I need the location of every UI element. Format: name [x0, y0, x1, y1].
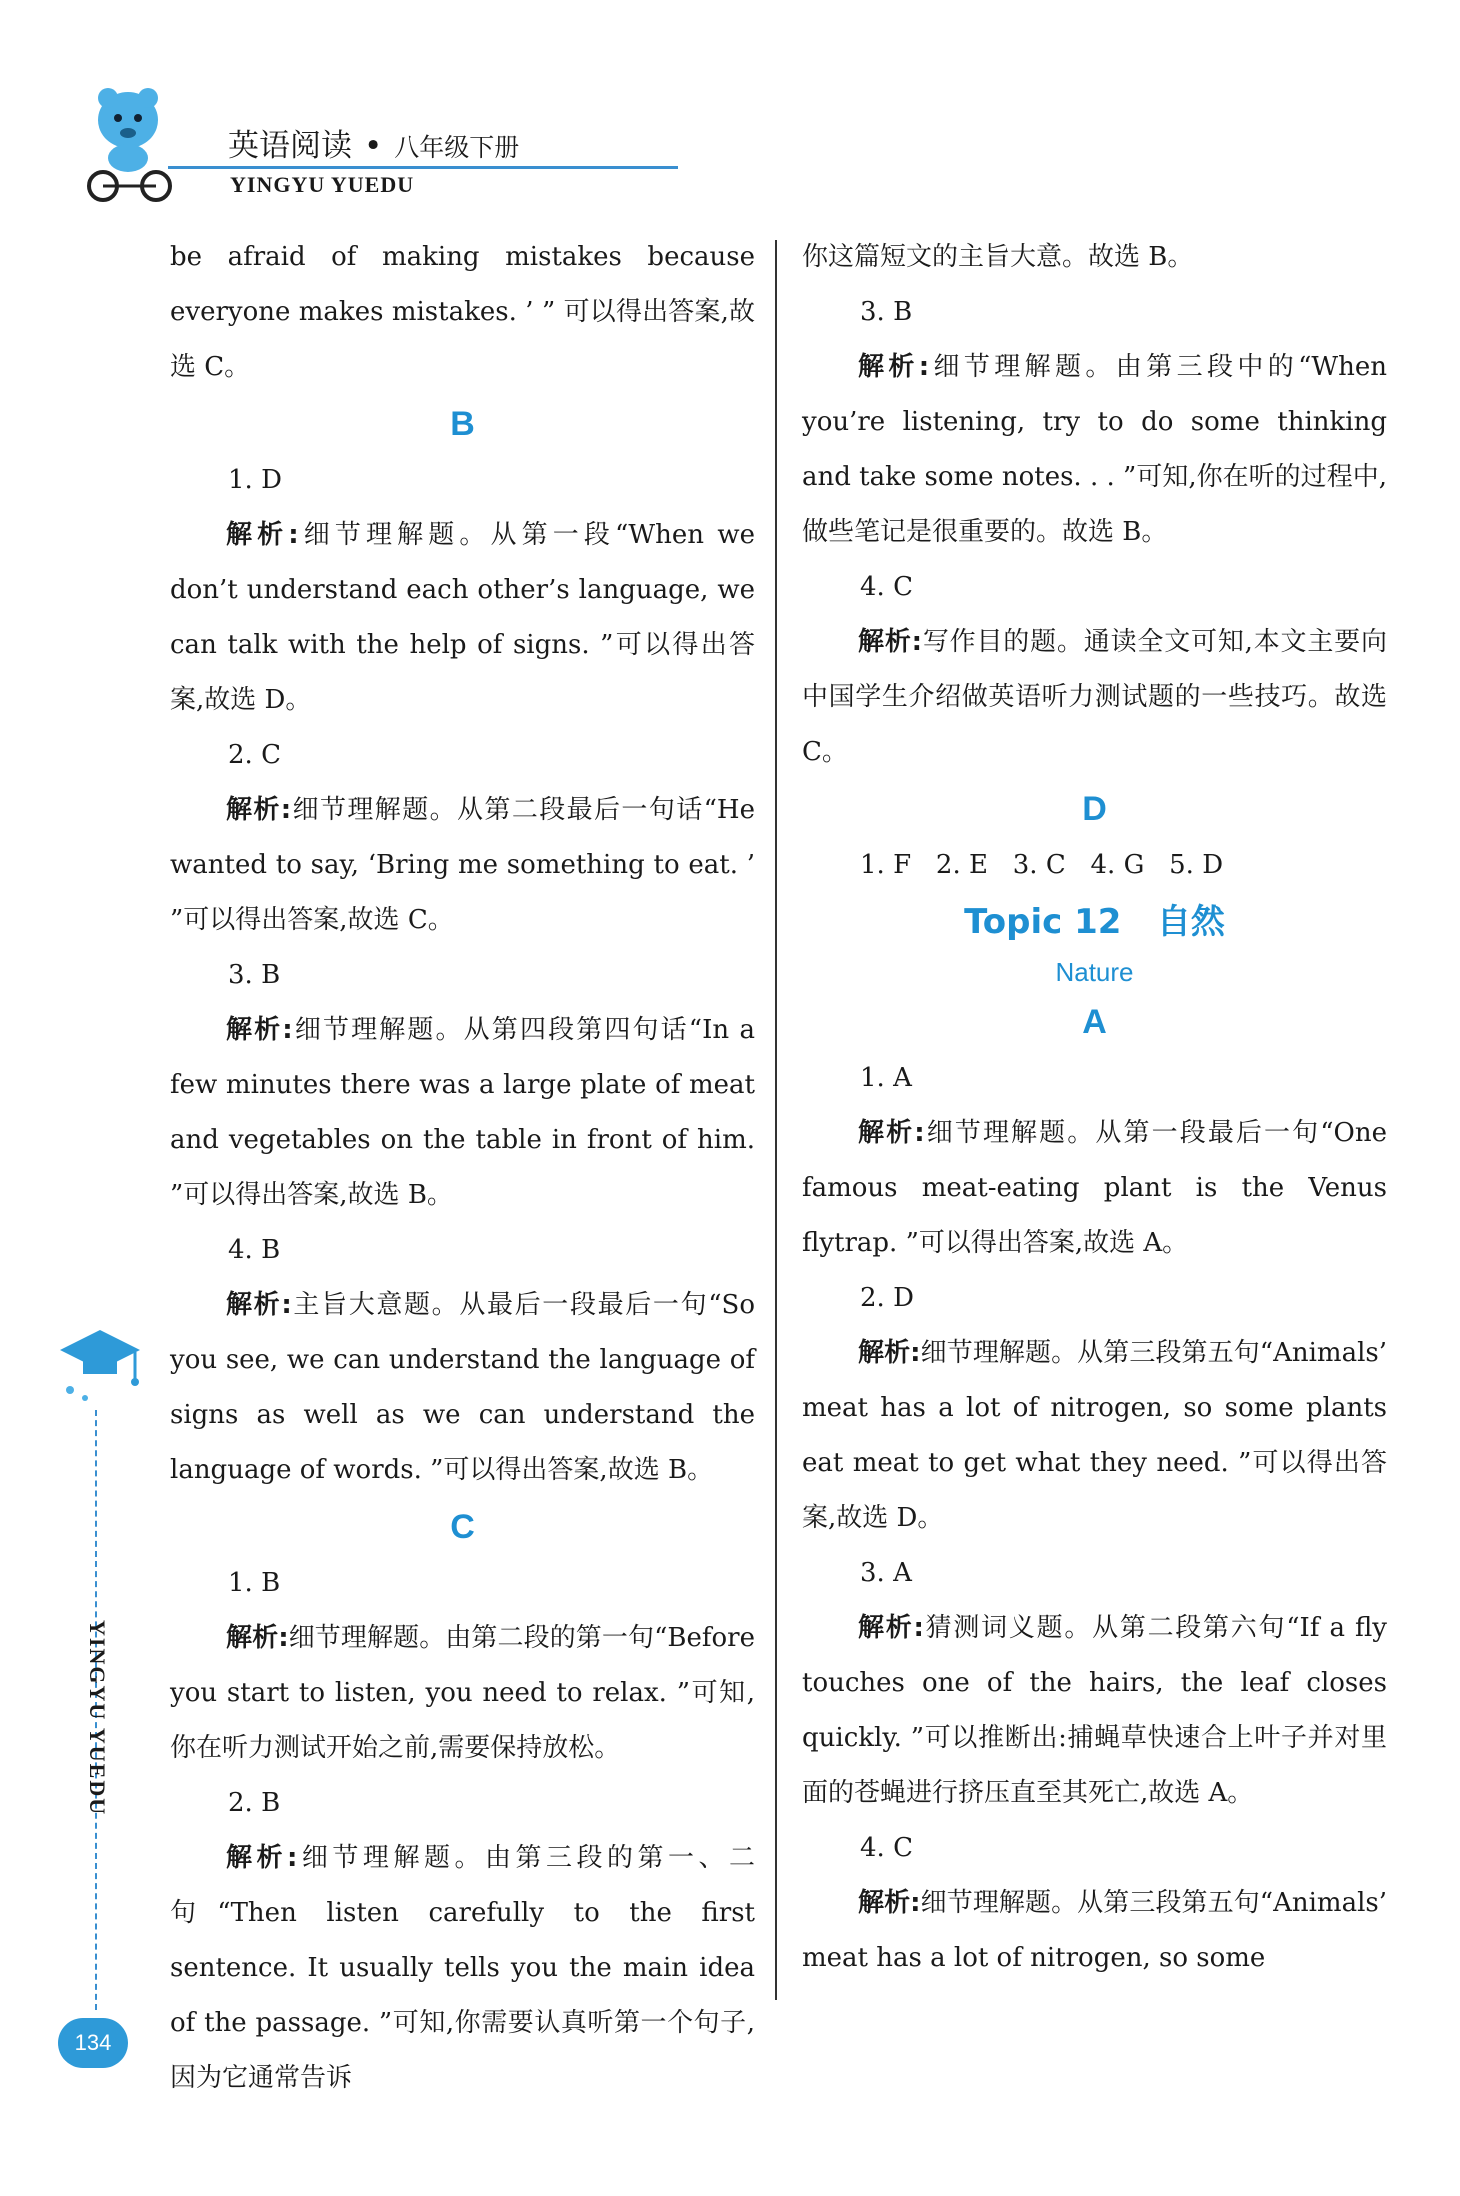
header-underline	[168, 166, 678, 169]
question-number: 3. B	[860, 297, 913, 327]
left-column	[170, 230, 755, 2106]
right-column	[802, 230, 1387, 1986]
page-header	[0, 0, 1460, 210]
answer-list: 1. F 2. E 3. C 4. G 5. D	[860, 850, 1224, 880]
topic-subheading: Nature	[1055, 957, 1134, 987]
analysis-paragraph: 解析:细节理解题。由第三段中的“When you’re listening, try to do some thinking and take some notes. . . ”可知,你在听的过程中,做些笔记是很重要的。故选 B。	[802, 352, 1387, 547]
page-number: 134	[58, 2018, 128, 2068]
analysis-paragraph: 解析:细节理解题。从第二段最后一句话“He wanted to say, ‘Bring me something to eat. ’ ”可以得出答案,故选 C。	[170, 795, 755, 935]
question-number: 3. A	[860, 1558, 912, 1588]
question-number: 4. B	[228, 1235, 281, 1265]
paragraph: 你这篇短文的主旨大意。故选 B。	[802, 242, 1194, 272]
analysis-paragraph: 解析:细节理解题。从第四段第四句话“In a few minutes there was a large plate of meat and vegetables on the table in front of him. ”可以得出答案,故选 B。	[170, 1015, 755, 1210]
question-number: 3. B	[228, 960, 281, 990]
paragraph: be afraid of making mistakes because everyone makes mistakes. ’ ” 可以得出答案,故选 C。	[170, 242, 755, 382]
section-heading-b: B	[450, 405, 475, 443]
topic-heading: Topic 12 自然	[964, 902, 1225, 942]
analysis-paragraph: 解析:细节理解题。从第三段第五句“Animals’ meat has a lot of nitrogen, so some	[802, 1888, 1387, 1973]
analysis-paragraph: 解析:细节理解题。由第二段的第一句“Before you start to listen, you need to relax. ”可知,你在听力测试开始之前,需要保持放松。	[170, 1623, 755, 1763]
section-heading-a: A	[1082, 1003, 1107, 1041]
analysis-paragraph: 解析:细节理解题。从第一段最后一句“One famous meat-eating plant is the Venus flytrap. ”可以得出答案,故选 A。	[802, 1118, 1387, 1258]
question-number: 1. B	[228, 1568, 281, 1598]
question-number: 1. A	[860, 1063, 912, 1093]
question-number: 4. C	[860, 1833, 913, 1863]
section-heading-c: C	[450, 1508, 475, 1546]
analysis-paragraph: 解析:主旨大意题。从最后一段最后一句“So you see, we can understand the language of signs as well as we can understand the language of words. ”可以得出答案,故选 B。	[170, 1290, 755, 1485]
book-subtitle: YINGYU YUEDU	[230, 172, 415, 197]
column-divider	[775, 240, 777, 2000]
question-number: 2. C	[228, 740, 281, 770]
analysis-paragraph: 解析:细节理解题。从第三段第五句“Animals’ meat has a lot of nitrogen, so some plants eat meat to get what they need. ”可以得出答案,故选 D。	[802, 1338, 1387, 1533]
question-number: 2. D	[860, 1283, 914, 1313]
mascot-on-bike-icon	[78, 78, 178, 208]
question-number: 2. B	[228, 1788, 281, 1818]
analysis-paragraph: 解析:细节理解题。从第一段“When we don’t understand each other’s language, we can talk with the help of signs. ”可以得出答案,故选 D。	[170, 520, 755, 715]
question-number: 4. C	[860, 572, 913, 602]
side-vertical-title: YINGYU YUEDU	[85, 1620, 110, 1817]
book-title: 英语阅读 • 八年级下册	[228, 128, 520, 164]
analysis-paragraph: 解析:猜测词义题。从第二段第六句“If a fly touches one of the hairs, the leaf closes quickly. ”可以推断出:捕蝇草快速合上叶子并对里面的苍蝇进行挤压直至其死亡,故选 A。	[802, 1613, 1387, 1808]
analysis-paragraph: 解析:细节理解题。由第三段的第一、二句“Then listen carefully to the first sentence. It usually tells you the main idea of the passage. ”可知,你需要认真听第一个句子,因为它通常告诉	[170, 1843, 755, 2093]
analysis-paragraph: 解析:写作目的题。通读全文可知,本文主要向中国学生介绍做英语听力测试题的一些技巧。故选 C。	[802, 627, 1387, 767]
question-number: 1. D	[228, 465, 282, 495]
section-heading-d: D	[1082, 790, 1107, 828]
graduation-cap-icon	[55, 1320, 145, 1410]
